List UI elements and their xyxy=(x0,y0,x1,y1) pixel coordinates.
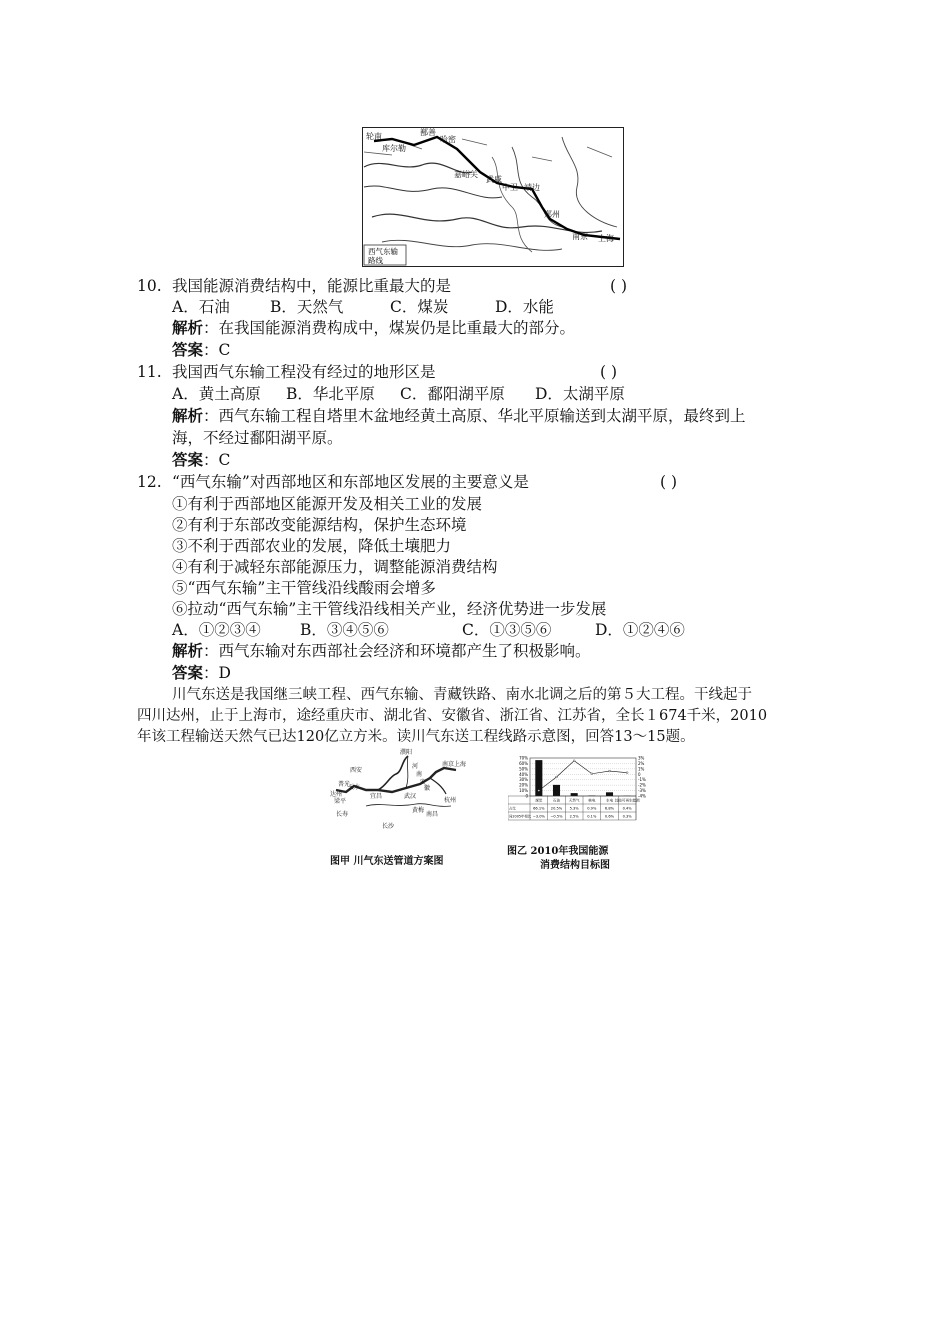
q12-option-c: C．①③⑤⑥ xyxy=(462,621,552,639)
chart-category-label: 其他可再生能源 xyxy=(614,798,640,803)
q10-analysis: 解析：在我国能源消费构成中，煤炭仍是比重最大的部分。 xyxy=(172,318,576,337)
q10-stem: 我国能源消费结构中，能源比重最大的是 xyxy=(172,277,452,295)
figA-place: 普光 xyxy=(338,781,351,788)
q12-item: ②有利于东部改变能源结构，保护生态环境 xyxy=(172,516,467,534)
chart-line-point xyxy=(591,773,593,775)
chart-data-label: 66.1% xyxy=(533,806,545,811)
chart-data-label: 0.4% xyxy=(622,806,632,811)
chart-data-label: 20.5% xyxy=(550,806,563,811)
q11-stem: 我国西气东输工程没有经过的地形区是 xyxy=(172,363,436,381)
figA-place: 河 xyxy=(412,763,419,770)
chart-right-tick: 3% xyxy=(638,756,645,761)
chart-line-point xyxy=(573,760,575,762)
map1-place: 郑州 xyxy=(544,210,560,219)
q11-analysis-cont: 海，不经过鄱阳湖平原。 xyxy=(172,429,343,447)
chart-line-point xyxy=(626,772,628,774)
q12-paren: ( ) xyxy=(660,473,678,491)
chart-left-tick: 20% xyxy=(519,782,528,788)
map1-place: 上海 xyxy=(598,234,614,243)
passage-line: 年该工程输送天然气已达120亿立方米。读川气东送工程线路示意图，回答13～15题。 xyxy=(137,729,695,745)
chart-bar xyxy=(571,793,578,796)
figA-place: 徽 xyxy=(424,785,431,792)
q10-answer: 答案：C xyxy=(172,340,231,359)
q12-number: 12. xyxy=(137,473,162,491)
figA-place: 宜昌 xyxy=(370,793,383,800)
figA-place: 西安 xyxy=(350,767,363,774)
figB-caption-line2: 消费结构目标图 xyxy=(540,860,610,871)
chart-data-label: −3.0% xyxy=(532,814,545,819)
chart-category-label: 水电 xyxy=(605,798,614,803)
chart-left-tick: 50% xyxy=(519,766,528,772)
chart-data-label: 6.8% xyxy=(604,806,615,811)
q12-item: ①有利于西部地区能源开发及相关工业的发展 xyxy=(172,495,483,513)
q11-number: 11. xyxy=(137,363,162,381)
chart-left-tick: 70% xyxy=(519,756,528,761)
chart-left-tick: 30% xyxy=(519,777,528,783)
chart-plot-frame xyxy=(530,758,636,796)
chart-data-label: 5.3% xyxy=(569,806,579,811)
figA-place: 南 xyxy=(416,771,423,778)
map1-place: 库尔勒 xyxy=(382,144,406,153)
sichuan-east-pipeline-map xyxy=(326,746,476,838)
q12-analysis: 解析：西气东输对东西部社会经济和环境都产生了积极影响。 xyxy=(172,641,591,660)
chart-left-tick: 0 xyxy=(525,793,528,799)
chart-data-label: 0.6% xyxy=(604,814,615,819)
chart-data-label: 0.1% xyxy=(587,814,597,819)
map1-place: 靖边 xyxy=(524,183,540,192)
q12-option-a: A．①②③④ xyxy=(172,621,261,639)
chart-bar xyxy=(606,792,613,796)
q12-item: ⑤“西气东输”主干管线沿线酸雨会增多 xyxy=(172,579,436,597)
chart-line-point xyxy=(609,770,611,772)
figA-place: 长沙 xyxy=(382,823,395,830)
map1-place: 轮南 xyxy=(366,132,382,141)
q10-option-a: A．石油 xyxy=(172,298,230,316)
passage-line: 四川达州，止于上海市，途经重庆市、湖北省、安徽省、浙江省、江苏省，全长１674千米，2010 xyxy=(137,708,768,724)
map1-place: 嘉峪关 xyxy=(454,170,478,179)
chart-row-label: 占比 xyxy=(509,806,516,811)
q10-number: 10. xyxy=(137,277,162,295)
figA-place: 南昌 xyxy=(426,811,439,818)
figA-place: 上海 xyxy=(454,761,467,768)
figA-place: 黄梅 xyxy=(412,807,425,814)
chart-right-tick: -1% xyxy=(638,777,646,783)
figA-place: 南京 xyxy=(442,761,455,768)
figA-place: 梁平 xyxy=(334,798,347,805)
chart-line-point xyxy=(538,790,540,792)
q10-option-d: D．水能 xyxy=(495,298,554,316)
chart-category-label: 天然气 xyxy=(568,798,580,803)
q11-option-d: D．太湖平原 xyxy=(535,385,625,403)
west-east-gas-map xyxy=(362,127,624,267)
map1-place: 武威 xyxy=(486,175,502,184)
chart-category-label: 石油 xyxy=(552,798,561,803)
q12-option-d: D．①②④⑥ xyxy=(595,621,685,639)
q11-option-a: A．黄土高原 xyxy=(172,385,261,403)
figA-place: 达州 xyxy=(330,791,343,798)
chart-right-tick: -4% xyxy=(638,793,646,799)
q12-answer: 答案：D xyxy=(172,663,231,682)
q11-option-b: B．华北平原 xyxy=(286,385,375,403)
map1-legend: 路线 xyxy=(368,256,383,265)
q11-answer: 答案：C xyxy=(172,450,231,469)
map1-place: 鄯善 xyxy=(420,128,436,137)
chart-category-label: 核电 xyxy=(588,798,596,803)
chart-left-tick: 10% xyxy=(519,788,528,794)
figA-place: 长寿 xyxy=(336,811,349,818)
q11-analysis: 解析：西气东输工程自塔里木盆地经黄土高原、华北平原输送到太湖平原，最终到上 xyxy=(172,406,746,425)
figA-place: 天水 xyxy=(348,784,361,791)
q12-stem: “西气东输”对西部地区和东部地区发展的主要意义是 xyxy=(172,473,529,491)
q10-option-b: B．天然气 xyxy=(270,298,344,316)
chart-line-point xyxy=(556,776,558,778)
chart-right-tick: 2% xyxy=(638,760,645,766)
q12-item: ④有利于减轻东部能源压力，调整能源消费结构 xyxy=(172,558,498,576)
chart-left-tick: 60% xyxy=(519,760,528,766)
q10-paren: ( ) xyxy=(610,277,628,295)
q11-paren: ( ) xyxy=(600,363,618,381)
map1-legend: 西气东输 xyxy=(368,247,398,256)
figA-place: 武汉 xyxy=(404,793,417,800)
map1-place: 哈密 xyxy=(440,135,456,144)
chart-category-label: 煤炭 xyxy=(535,798,543,803)
figB-caption-line1: 图乙 2010年我国能源 xyxy=(507,846,609,857)
figA-place: 安 xyxy=(420,779,427,786)
chart-bar xyxy=(553,785,560,796)
chart-right-tick: -2% xyxy=(638,782,646,788)
chart-right-tick: 1% xyxy=(638,766,645,772)
q12-item: ③不利于西部农业的发展，降低土壤肥力 xyxy=(172,537,452,555)
chart-data-label: −0.5% xyxy=(550,814,563,819)
figA-caption: 图甲 川气东送管道方案图 xyxy=(330,856,444,867)
q12-item: ⑥拉动“西气东输”主干管线沿线相关产业，经济优势进一步发展 xyxy=(172,600,607,618)
q11-option-c: C．鄱阳湖平原 xyxy=(400,385,505,403)
q10-option-c: C．煤炭 xyxy=(390,298,449,316)
chart-data-label: 0.9% xyxy=(587,806,597,811)
map1-place: 中卫 xyxy=(502,183,518,192)
chart-right-tick: -3% xyxy=(638,788,646,794)
chart-data-label: 0.3% xyxy=(622,814,632,819)
chart-left-tick: 40% xyxy=(519,771,528,777)
chart-right-tick: 0 xyxy=(638,771,641,777)
figA-place: 杭州 xyxy=(444,797,457,804)
passage-line: 川气东送是我国继三峡工程、西气东输、青藏铁路、南水北调之后的第５大工程。干线起于 xyxy=(172,687,752,703)
q12-option-b: B．③④⑤⑥ xyxy=(300,621,389,639)
chart-row-label: 同2005年相比 xyxy=(509,814,532,819)
map1-place: 南京 xyxy=(572,232,588,241)
figA-place: 濮阳 xyxy=(400,749,413,756)
energy-structure-chart xyxy=(508,756,658,834)
chart-data-label: 2.5% xyxy=(569,814,579,819)
